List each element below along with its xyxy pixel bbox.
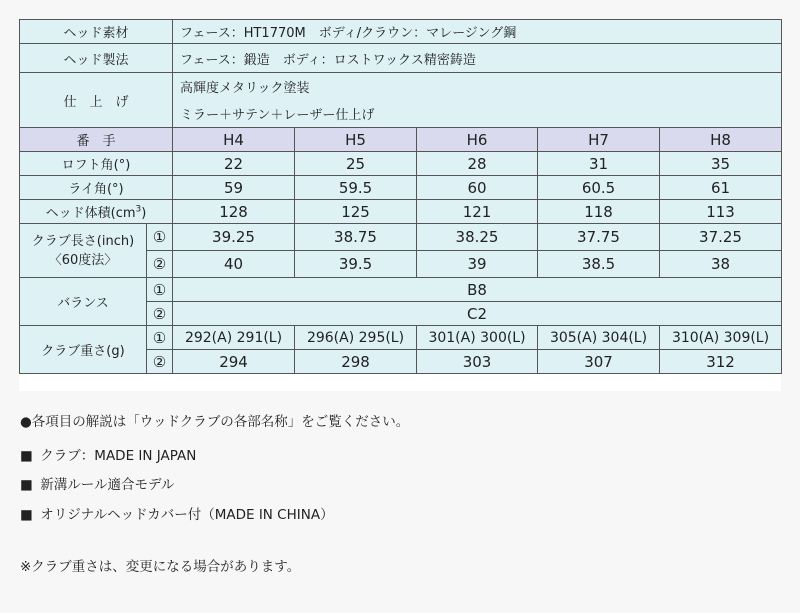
volume-cell: 125 [295, 200, 417, 224]
loft-cell: 35 [660, 152, 782, 176]
note-groove-rule-text: 新溝ルール適合モデル [40, 477, 175, 493]
loft-cell: 25 [295, 152, 417, 176]
loft-cell: 28 [417, 152, 538, 176]
head-method-value: フェース：鍛造 ボディ：ロストワックス精密鋳造 [173, 44, 782, 73]
square-bullet-icon: ■ [20, 477, 33, 493]
length-circle-2: ② [147, 251, 173, 278]
length-label-1: クラブ長さ(inch) [31, 233, 135, 249]
weight-cell: 292(A) 291(L) [173, 326, 295, 350]
volume-label [20, 200, 173, 224]
note-detail-link: ●各項目の解説は「ウッドクラブの各部名称」をご覧ください。 [20, 414, 410, 430]
note-head-cover-text: オリジナルヘッドカバー付（MADE IN CHINA） [40, 507, 334, 523]
balance-value-1: B8 [173, 278, 782, 302]
head-material-label: ヘッド素材 [20, 20, 173, 44]
weight-cell: 305(A) 304(L) [538, 326, 660, 350]
number-cell: H5 [295, 128, 417, 152]
weight-cell: 307 [538, 350, 660, 374]
volume-cell: 118 [538, 200, 660, 224]
length-cell: 38.75 [295, 224, 417, 251]
weight-circle-2: ② [147, 350, 173, 374]
lie-cell: 60.5 [538, 176, 660, 200]
number-cell: H6 [417, 128, 538, 152]
spec-table [19, 19, 782, 374]
volume-label-text: ヘッド体積(cm [45, 206, 136, 221]
volume-label-sup: 3 [135, 204, 142, 215]
head-material-value: フェース：HT1770M ボディ/クラウン：マレージング鋼 [173, 20, 782, 44]
spec-table-frame [19, 19, 781, 391]
row-weight-1 [20, 326, 782, 350]
note-head-cover [20, 503, 334, 523]
square-bullet-icon: ■ [20, 507, 33, 523]
weight-cell: 312 [660, 350, 782, 374]
number-cell: H4 [173, 128, 295, 152]
row-lie [20, 176, 782, 200]
length-cell: 38 [660, 251, 782, 278]
length-cell: 39.5 [295, 251, 417, 278]
weight-cell: 310(A) 309(L) [660, 326, 782, 350]
loft-cell: 31 [538, 152, 660, 176]
balance-label: バランス [20, 278, 147, 326]
length-cell: 37.25 [660, 224, 782, 251]
length-cell: 38.25 [417, 224, 538, 251]
weight-cell: 294 [173, 350, 295, 374]
lie-cell: 59.5 [295, 176, 417, 200]
loft-cell: 22 [173, 152, 295, 176]
length-circle-1: ① [147, 224, 173, 251]
balance-circle-2: ② [147, 302, 173, 326]
volume-cell: 121 [417, 200, 538, 224]
note-weight-change: ※クラブ重さは、変更になる場合があります。 [20, 559, 301, 575]
balance-value-2: C2 [173, 302, 782, 326]
row-balance-1 [20, 278, 782, 302]
row-number [20, 128, 782, 152]
note-groove-rule [20, 473, 174, 493]
lie-cell: 59 [173, 176, 295, 200]
number-cell: H8 [660, 128, 782, 152]
lie-cell: 60 [417, 176, 538, 200]
square-bullet-icon: ■ [20, 448, 33, 464]
length-label [20, 224, 147, 278]
length-cell: 37.75 [538, 224, 660, 251]
weight-cell: 301(A) 300(L) [417, 326, 538, 350]
weight-cell: 298 [295, 350, 417, 374]
weight-circle-1: ① [147, 326, 173, 350]
balance-circle-1: ① [147, 278, 173, 302]
finish-value-2: ミラー＋サテン＋レーザー仕上げ [173, 100, 782, 128]
number-cell: H7 [538, 128, 660, 152]
row-length-1 [20, 224, 782, 251]
length-label-2: 〈60度法〉 [48, 252, 118, 268]
row-head-method [20, 44, 782, 73]
row-head-material [20, 20, 782, 44]
length-cell: 38.5 [538, 251, 660, 278]
length-cell: 40 [173, 251, 295, 278]
lie-label: ライ角(°) [20, 176, 173, 200]
row-volume [20, 200, 782, 224]
weight-cell: 296(A) 295(L) [295, 326, 417, 350]
volume-label-end: ) [141, 206, 147, 221]
row-finish-1 [20, 73, 782, 101]
loft-label: ロフト角(°) [20, 152, 173, 176]
number-label: 番 手 [20, 128, 173, 152]
weight-cell: 303 [417, 350, 538, 374]
lie-cell: 61 [660, 176, 782, 200]
finish-value-1: 高輝度メタリック塗装 [173, 73, 782, 101]
row-loft [20, 152, 782, 176]
head-method-label: ヘッド製法 [20, 44, 173, 73]
length-cell: 39.25 [173, 224, 295, 251]
note-made-in-text: クラブ：MADE IN JAPAN [40, 448, 197, 464]
volume-cell: 113 [660, 200, 782, 224]
length-cell: 39 [417, 251, 538, 278]
volume-cell: 128 [173, 200, 295, 224]
note-made-in [20, 444, 196, 464]
weight-label: クラブ重さ(g) [20, 326, 147, 374]
finish-label: 仕 上 げ [20, 73, 173, 128]
